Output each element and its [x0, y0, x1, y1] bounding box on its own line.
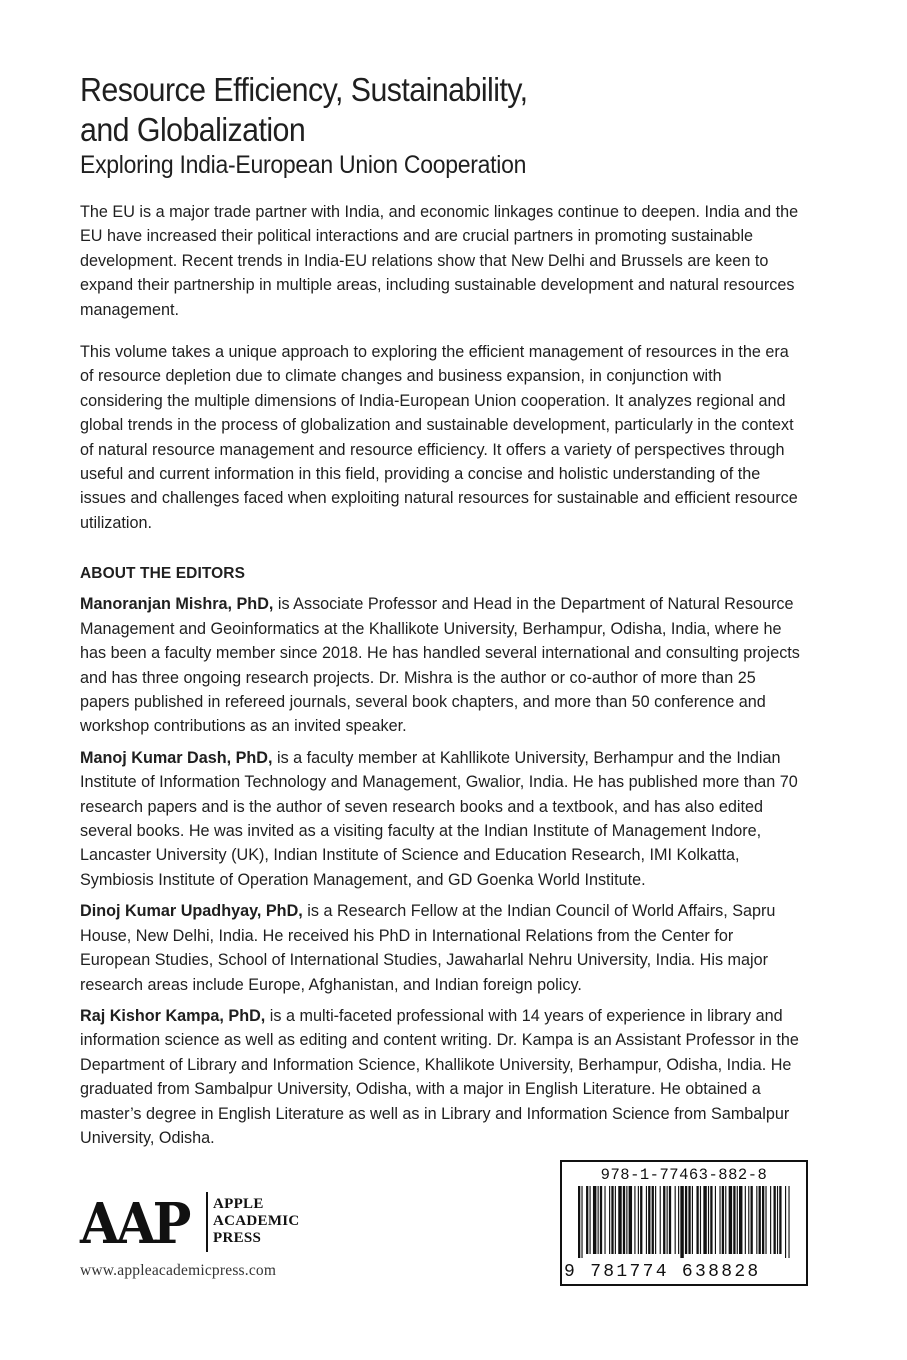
editor-bio-text: is a multi-faceted professional with 14 years of experience in library and information science as well as editing and content writing. Dr. Kampa is an Assistant Professor in the Department of Library and Information Science, Khallikote University, Berhampur, Odisha, India. He graduated from Sambalpur University, Odisha, with a major in English Literature. He obtained a master’s degree in English Literature as well as in Library and Information Science from Sambalpur University, Odisha. — [80, 1006, 799, 1147]
barcode-bars — [578, 1186, 792, 1258]
barcode-digits: 9 781774 638828 — [564, 1262, 761, 1282]
editor-bio-text: is a faculty member at Kahllikote University, Berhampur and the Indian Institute of Information Technology and Management, Gwalior, India. He has published more than 70 research papers and is the author of seven research books and a textbook, and has also edited several books. He was invited as a visiting faculty at the Indian Institute of Management Indore, Lancaster University (UK), Indian Institute of Science and Education Research, IMI Kolkatta, Symbiosis Institute of Operation Management, and GD Goenka World Institute. — [80, 748, 798, 889]
title-block — [80, 70, 840, 180]
editor-bio — [80, 746, 800, 892]
editor-bio-text: is Associate Professor and Head in the Department of Natural Resource Management and Geoinformatics at the Khallikote University, Berhampur, Odisha, India, where he has been a faculty member since 2018. He has handled several international and consulting projects and has three ongoing research projects. Dr. Mishra is the author or co-author of more than 25 papers published in refereed journals, several book chapters, and more than 50 conference and workshop contributions as an invited speaker. — [80, 595, 800, 736]
editor-name: Manoranjan Mishra, PhD, — [80, 595, 274, 614]
description-text: This volume takes a unique approach to exploring the efficient management of resources in the era of resource depletion due to climate changes and business expansion, in conjunction with considering the multiple dimensions of India-European Union cooperation. It analyzes regional and global trends in the process of globalization and sustainable development, particularly in the context of natural resource management and resource efficiency. It offers a variety of perspectives through useful and current information in this field, providing a concise and holistic understanding of the issues and challenges faced when exploiting natural resources for sustainable and efficient resource utilization. — [80, 343, 798, 532]
publisher-name-line: APPLE — [213, 1196, 264, 1212]
book-subtitle: Exploring India-European Union Cooperation — [80, 151, 527, 179]
publisher-logo — [80, 1190, 380, 1290]
book-title-line-2: and Globalization — [80, 111, 306, 148]
publisher-name — [213, 1196, 300, 1247]
editor-bio — [80, 1004, 800, 1150]
book-title-line-1: Resource Efficiency, Sustainability, — [80, 71, 528, 108]
publisher-name-line: ACADEMIC — [213, 1213, 300, 1229]
isbn-barcode — [560, 1160, 808, 1286]
description-paragraph-1 — [80, 200, 800, 322]
editors-heading: ABOUT THE EDITORS — [80, 565, 246, 582]
editor-bio — [80, 592, 800, 738]
editor-name: Raj Kishor Kampa, PhD, — [80, 1006, 266, 1025]
aap-logo-mark: AAP — [80, 1191, 188, 1257]
description-paragraph-2 — [80, 340, 800, 535]
editor-name: Manoj Kumar Dash, PhD, — [80, 748, 273, 767]
editor-name: Dinoj Kumar Upadhyay, PhD, — [80, 902, 303, 921]
editor-bio-text: is a Research Fellow at the Indian Council of World Affairs, Sapru House, New Delhi, India. He received his PhD in International Relations from the Center for European Studies, School of International Studies, Jawaharlal Nehru University, India. His major research areas include Europe, Afghanistan, and Indian foreign policy. — [80, 902, 776, 994]
editor-bio — [80, 899, 800, 997]
about-the-editors-section — [80, 562, 800, 1157]
isbn-number: 978-1-77463-882-8 — [600, 1166, 768, 1184]
publisher-url: www.appleacademicpress.com — [80, 1262, 277, 1279]
publisher-name-line: PRESS — [213, 1230, 262, 1246]
logo-divider — [206, 1192, 208, 1252]
description-text: The EU is a major trade partner with India, and economic linkages continue to deepen. India and the EU have increased their political interactions and are crucial partners in promoting sustainable development. Recent trends in India-EU relations show that New Delhi and Brussels are keen to expand their partnership in multiple areas, including sustainable development and natural resources management. — [80, 203, 799, 319]
